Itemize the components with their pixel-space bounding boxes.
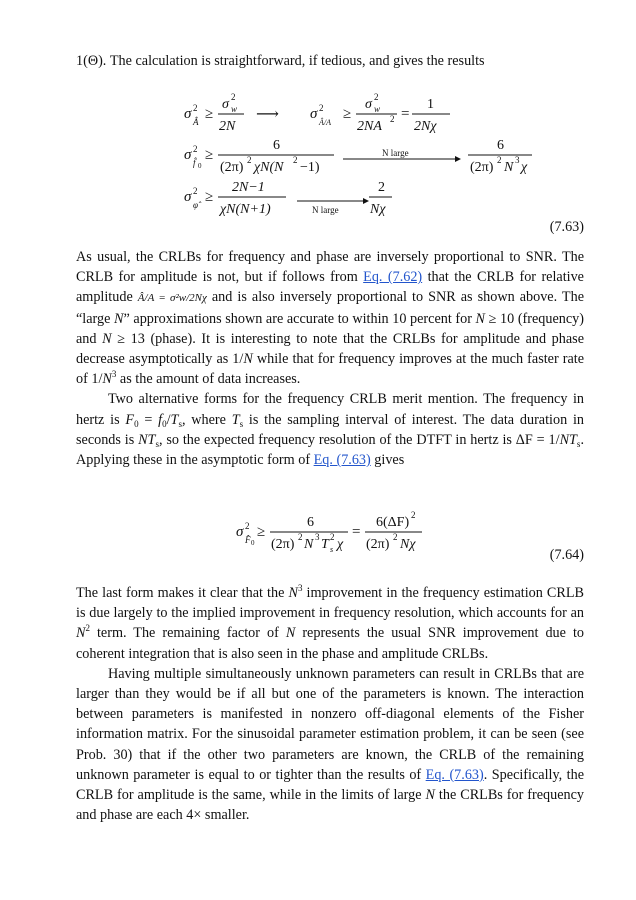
eq-row-amplitude — [184, 92, 450, 134]
svg-text:2Nχ: 2Nχ — [414, 119, 437, 134]
svg-text:2: 2 — [193, 144, 198, 154]
paragraph-3-block — [76, 583, 584, 825]
svg-text:2: 2 — [293, 155, 298, 165]
svg-text:φ̂: φ̂ — [193, 200, 198, 210]
svg-text:χ: χ — [337, 537, 344, 552]
svg-text:2: 2 — [298, 532, 303, 542]
svg-text:=: = — [401, 106, 410, 122]
svg-text:Nχ: Nχ — [400, 537, 416, 552]
eq-row-frequency — [184, 138, 532, 175]
svg-text:2: 2 — [245, 521, 250, 531]
svg-text:(2π): (2π) — [220, 160, 244, 175]
svg-text:σ: σ — [184, 189, 192, 205]
svg-text:2: 2 — [378, 180, 385, 195]
svg-text:2N: 2N — [219, 119, 236, 134]
svg-text:−1): −1) — [300, 160, 320, 175]
link-eq-7-63-b[interactable]: Eq. (7.63) — [425, 766, 484, 783]
intro-line — [76, 51, 584, 71]
intro-text: 1(Θ). The calculation is straightforward, if tedious, and gives the results — [76, 53, 485, 69]
svg-text:≥: ≥ — [205, 147, 214, 163]
svg-text:(2π): (2π) — [366, 537, 390, 552]
eq-sigma: σ — [184, 106, 192, 122]
svg-text:w: w — [374, 104, 381, 114]
link-eq-7-63-a[interactable]: Eq. (7.63) — [313, 452, 371, 469]
svg-text:σ: σ — [365, 97, 372, 112]
svg-text:≥: ≥ — [205, 189, 214, 205]
inline-equation: Â/A = σ²w/2Nχ — [137, 292, 207, 305]
svg-text:σ: σ — [236, 524, 244, 540]
svg-text:⟶: ⟶ — [256, 106, 279, 123]
equation-7-63-graphic — [60, 88, 590, 238]
svg-text:Â/A: Â/A — [319, 118, 331, 127]
svg-text:3: 3 — [315, 532, 320, 542]
svg-text:0: 0 — [198, 162, 202, 170]
paragraph-4: Having multiple simultaneously unknown parameters can result in CRLBs that are larger than they would be if all but one of the parameters is known. The interaction between parameters is manifested in nonzero off-diagonal elements of the Fisher information matrix. For the sinusoidal parameter estimation problem, it can be seen (see Prob. 30) that if the other two parameters are known, the CRLB of the remaining unknown parameter is equal to or tighter than the results of Eq. (7.63). Specifically, the CRLB for amplitude is the same, while in the limits of large N the CRLBs for frequency and phase are each 4× smaller. — [76, 665, 585, 824]
svg-text:2: 2 — [193, 186, 198, 196]
svg-text:N large: N large — [312, 205, 339, 215]
equation-7-63 — [60, 88, 590, 238]
eq-row-phase — [184, 180, 392, 217]
svg-text:w: w — [231, 104, 238, 114]
svg-text:χN(N+1): χN(N+1) — [220, 202, 271, 217]
svg-text:2: 2 — [390, 114, 395, 124]
equation-7-64-graphic — [60, 506, 590, 566]
svg-text:Nχ: Nχ — [370, 202, 386, 217]
link-eq-7-62[interactable]: Eq. (7.62) — [363, 269, 423, 286]
svg-text:0: 0 — [251, 539, 255, 547]
svg-text:s: s — [330, 545, 334, 554]
svg-text:N: N — [504, 160, 514, 175]
svg-text:6(ΔF): 6(ΔF) — [376, 515, 410, 530]
svg-text:σ: σ — [310, 106, 318, 122]
svg-text:6: 6 — [307, 515, 314, 530]
svg-text:2: 2 — [393, 532, 398, 542]
svg-text:σ: σ — [222, 97, 229, 112]
paragraph-2: Two alternative forms for the frequency CRLB merit mention. The frequency in hertz is $F_0 = f_0/T_s$, where $T_s$ is the sampling interval of interest. The data duration in seconds is $NT_s$, so the expected frequency resolution of the DTFT in hertz is $\Delta F = 1/NT_s$. Applying these in the asymptotic form of Eq. (7.63) gives — [76, 391, 584, 469]
svg-text:2: 2 — [193, 103, 198, 113]
equation-number-7-64: (7.64) — [549, 547, 584, 563]
svg-text:2: 2 — [411, 510, 416, 520]
equation-7-64 — [60, 506, 590, 566]
svg-text:≥: ≥ — [205, 106, 214, 122]
svg-text:f̂: f̂ — [193, 158, 196, 168]
svg-text:=: = — [352, 524, 361, 540]
svg-text:F̂: F̂ — [245, 535, 251, 545]
svg-text:2N−1: 2N−1 — [232, 180, 265, 195]
svg-text:χN(N: χN(N — [254, 160, 284, 175]
svg-text:N: N — [304, 537, 314, 552]
svg-text:σ: σ — [184, 147, 192, 163]
svg-text:2: 2 — [231, 92, 236, 102]
svg-text:2: 2 — [319, 103, 324, 113]
svg-text:3: 3 — [515, 155, 520, 165]
svg-text:6: 6 — [273, 138, 280, 153]
svg-text:χ: χ — [521, 160, 528, 175]
svg-text:2NA: 2NA — [357, 119, 382, 134]
svg-text:≥: ≥ — [257, 524, 266, 540]
svg-text:(2π): (2π) — [470, 160, 494, 175]
svg-text:6: 6 — [497, 138, 504, 153]
svg-text:2: 2 — [247, 155, 252, 165]
svg-text:2: 2 — [497, 155, 502, 165]
svg-text:1: 1 — [427, 97, 434, 112]
svg-text:Â: Â — [193, 117, 199, 127]
paragraph-1: As usual, the CRLBs for frequency and phase are inversely proportional to SNR. The CRLB for amplitude is not, but if follows from Eq. (7.62) that the CRLB for relative amplitude Â/A = σ²w/2Nχ and is also inversely proportional to SNR as shown above. The “large N” approximations shown are accurate to within 10 percent for N ≥ 10 (frequency) and N ≥ 13 (phase). It is interesting to note that the CRLBs for amplitude and phase decrease asymptotically as 1/N while that for frequency improves at the much faster rate of $1/N^3$ as the amount of data increases. Two alternative forms for the frequency CRLB merit mention. The frequency in hertz is $F_0 = f_0/T_s$, where $T_s$ is the sampling interval of interest. The data duration in seconds is $NT_s$, so the expected frequency resolution of the DTFT in hertz is $\Delta F = 1/NT_s$. Applying these in the asymptotic form of Eq. (7.63) gives — [76, 247, 584, 470]
equation-number-7-63: (7.63) — [549, 219, 584, 235]
paragraph-3: The last form makes it clear that the $N^3$ improvement in the frequency estimation CRLB is due largely to the implied improvement in frequency resolution, which accounts for an $N^2$ term. The remaining factor of N represents the usual SNR improvement due to coherent integration that is also seen in the phase and amplitude CRLBs. — [76, 583, 584, 662]
svg-text:T: T — [321, 537, 329, 552]
svg-text:2: 2 — [330, 532, 335, 542]
svg-text:2: 2 — [374, 92, 379, 102]
svg-text:(2π): (2π) — [271, 537, 295, 552]
svg-text:N large: N large — [382, 148, 409, 158]
svg-text:≥: ≥ — [343, 106, 352, 122]
